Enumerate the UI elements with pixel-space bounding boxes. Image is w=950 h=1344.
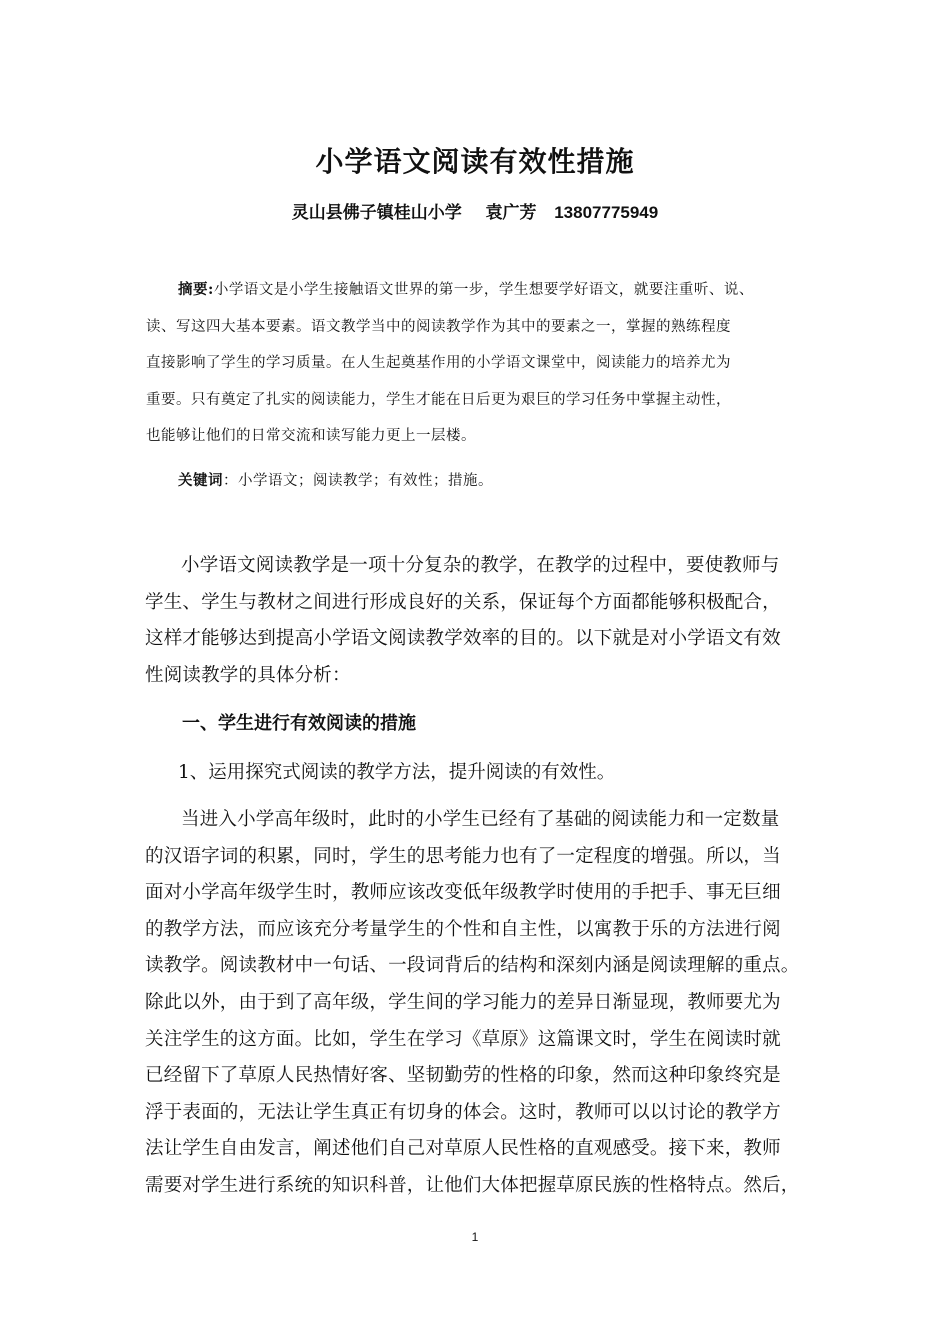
paragraph-line: 读教学。阅读教材中一句话、一段词背后的结构和深刻内涵是阅读理解的重点。: [145, 955, 800, 977]
intro-paragraph: [145, 548, 810, 694]
keywords-label: 关键词: [178, 472, 223, 489]
paragraph-line: 的教学方法，而应该充分考量学生的个性和自主性，以寓教于乐的方法进行阅: [145, 918, 781, 940]
paragraph-line: 面对小学高年级学生时，教师应该改变低年级教学时使用的手把手、事无巨细: [145, 882, 781, 904]
section-paragraph: [145, 802, 810, 1205]
abstract: [146, 272, 821, 455]
paragraph-line: 已经留下了草原人民热情好客、坚韧勤劳的性格的印象，然而这种印象终究是: [145, 1065, 781, 1087]
paragraph-line: 法让学生自由发言，阐述他们自己对草原人民性格的直观感受。接下来，教师: [145, 1138, 781, 1160]
abstract-line: 直接影响了学生的学习质量。在人生起奠基作用的小学语文课堂中，阅读能力的培养尤为: [146, 355, 731, 371]
author-name: 袁广芳: [485, 203, 537, 223]
author-line: [0, 200, 950, 226]
abstract-line: 重要。只有奠定了扎实的阅读能力，学生才能在日后更为艰巨的学习任务中掌握主动性，: [146, 391, 731, 408]
paragraph-line: 学生、学生与教材之间进行形成良好的关系，保证每个方面都能够积极配合，: [145, 591, 781, 613]
section-heading: 一、学生进行有效阅读的措施: [182, 713, 416, 734]
author-school: 灵山县佛子镇桂山小学: [291, 203, 462, 223]
paragraph-line: 当进入小学高年级时，此时的小学生已经有了基础的阅读能力和一定数量: [181, 809, 780, 830]
abstract-label: 摘要:: [178, 281, 214, 298]
paragraph-line: 性阅读教学的具体分析：: [145, 664, 351, 686]
subsection-heading: 1、运用探究式阅读的教学方法，提升阅读的有效性。: [178, 762, 616, 783]
page-number: 1: [471, 1230, 479, 1244]
document-title: 小学语文阅读有效性措施: [315, 145, 635, 178]
keywords: [178, 468, 493, 494]
abstract-line: 读、写这四大基本要素。语文教学当中的阅读教学作为其中的要素之一，掌握的熟练程度: [146, 318, 731, 335]
keywords-text: ：小学语文；阅读教学；有效性；措施。: [223, 473, 493, 489]
abstract-line: 摘要:小学语文是小学生接触语文世界的第一步，学生想要学好语文，就要注重听、说、: [178, 281, 754, 298]
author-phone: 13807775949: [554, 203, 659, 222]
paragraph-line: 的汉语字词的积累，同时，学生的思考能力也有了一定程度的增强。所以，当: [145, 845, 781, 867]
abstract-line: 也能够让他们的日常交流和读写能力更上一层楼。: [146, 428, 476, 444]
paragraph-line: 关注学生的这方面。比如，学生在学习《草原》这篇课文时，学生在阅读时就: [145, 1028, 781, 1050]
paragraph-line: 需要对学生进行系统的知识科普，让他们大体把握草原民族的性格特点。然后，: [145, 1174, 800, 1196]
paragraph-line: 浮于表面的，无法让学生真正有切身的体会。这时，教师可以以讨论的教学方: [145, 1101, 781, 1123]
paragraph-line: 除此以外，由于到了高年级，学生间的学习能力的差异日渐显现，教师要尤为: [145, 991, 781, 1013]
paragraph-line: 小学语文阅读教学是一项十分复杂的教学，在教学的过程中，要使教师与: [181, 555, 780, 576]
paragraph-line: 这样才能够达到提高小学语文阅读教学效率的目的。以下就是对小学语文有效: [145, 628, 781, 650]
